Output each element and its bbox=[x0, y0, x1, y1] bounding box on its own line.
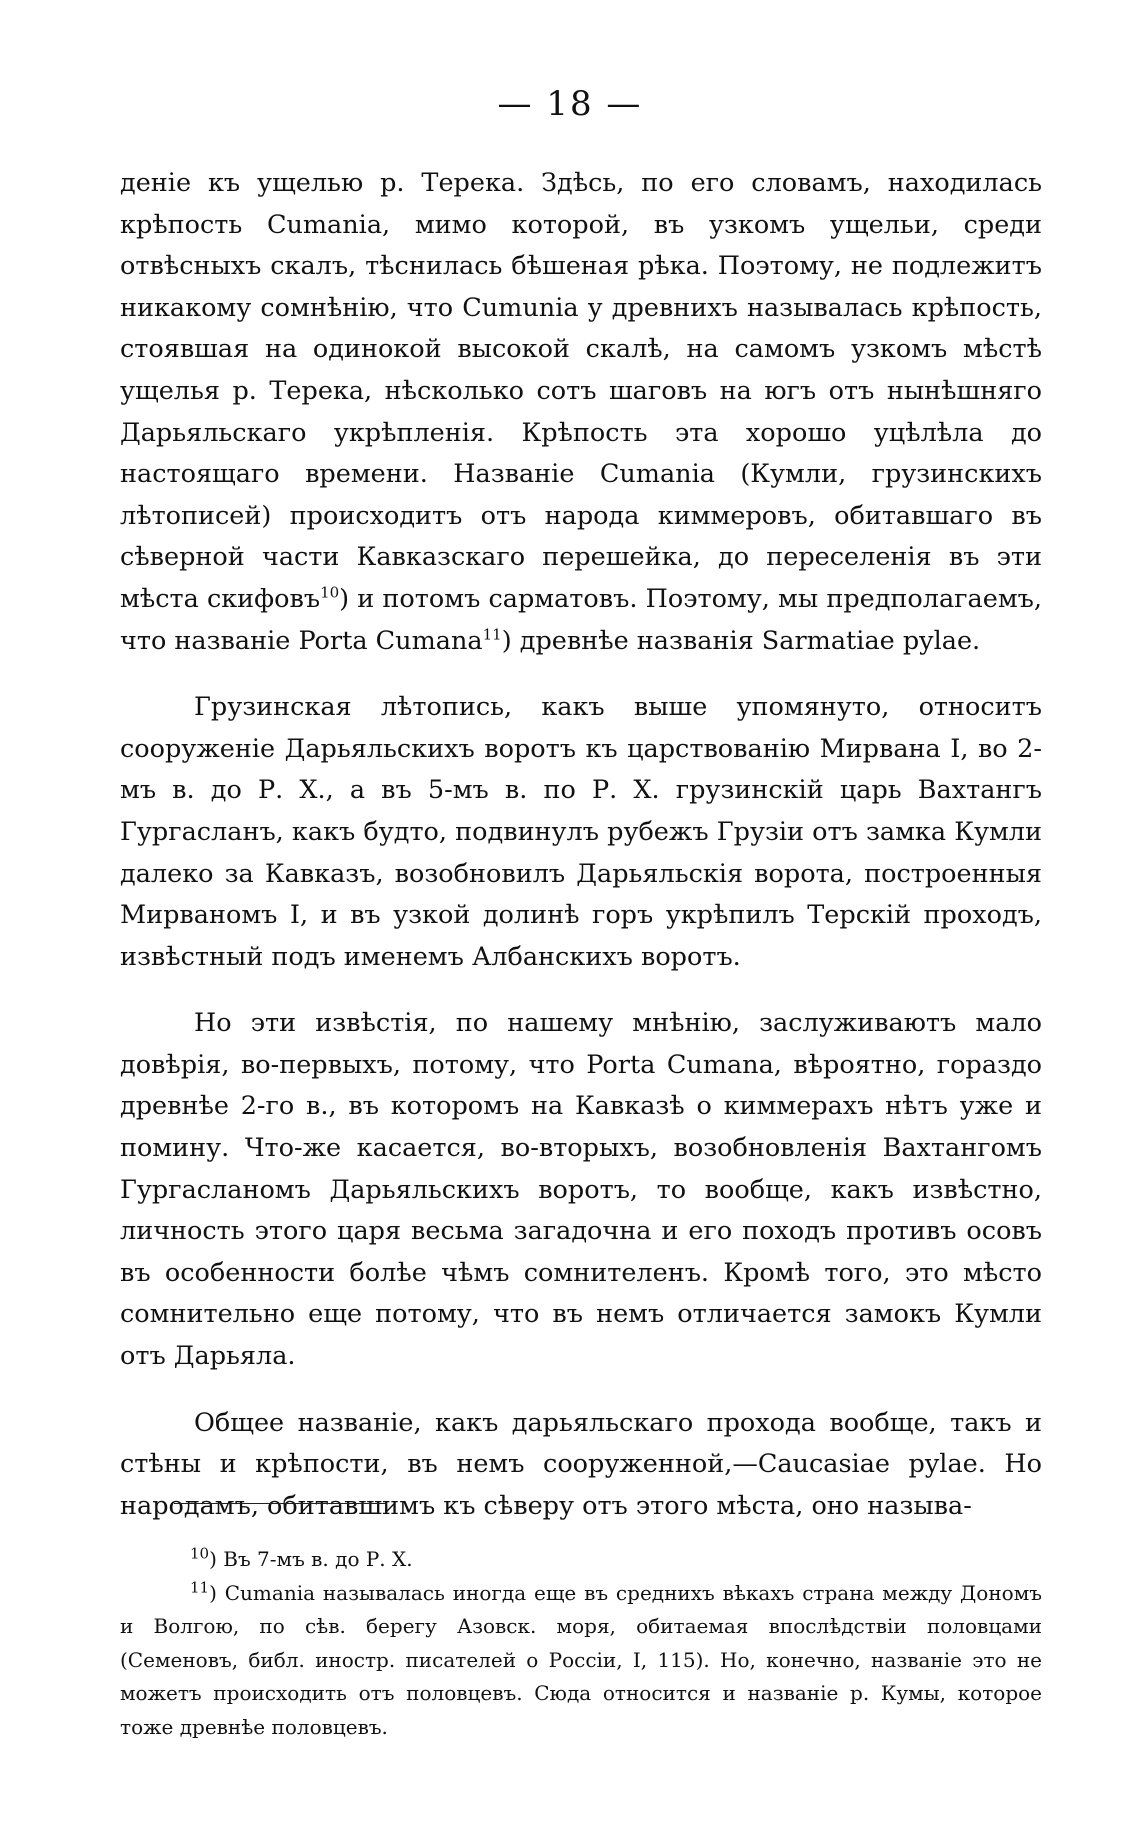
main-text bbox=[120, 163, 1042, 1527]
footnote-11-mark: 11 bbox=[190, 1577, 210, 1596]
paragraph-1-text-middle: ) и потомъ сарматовъ. Поэтому, мы предполагаемъ, что названiе Porta Cumana bbox=[120, 583, 1042, 656]
paragraph-1-text-after: ) древнѣе названiя Sarmatiae pylae. bbox=[501, 625, 981, 656]
paragraph-2: Грузинская лѣтопись, какъ выше упомянуто, относитъ сооруженiе Дарьяльскихъ воротъ къ царствованiю Мирвана I, во 2-мъ в. до Р. Х., а въ 5-мъ в. по Р. Х. грузинскiй царь Вахтангъ Гургасланъ, какъ будто, подвинулъ рубежъ Грузiи отъ замка Кумли далеко за Кавказъ, возобновилъ Дарьяльскiя ворота, построенныя Мирваномъ I, и въ узкой долинѣ горъ укрѣпилъ Терскiй проходъ, извѣстный подъ именемъ Албанскихъ воротъ. bbox=[120, 692, 1042, 972]
footnote-10-text: ) Въ 7-мъ в. до Р. Х. bbox=[209, 1547, 413, 1571]
paragraph-4: Общее названiе, какъ дарьяльскаго прохода вообще, такъ и стѣны и крѣпости, въ немъ сооруженной,—Caucasiae pylae. Но народамъ, обитавшимъ къ сѣверу отъ этого мѣста, оно называ- bbox=[120, 1407, 1042, 1521]
footnote-10-mark: 10 bbox=[190, 1544, 210, 1563]
paragraph-1 bbox=[120, 163, 1042, 662]
footnote-11 bbox=[120, 1577, 1042, 1745]
footnote-ref-11[interactable]: 11 bbox=[482, 625, 502, 644]
footnotes bbox=[120, 1543, 1042, 1744]
page-number: — 18 — bbox=[497, 84, 643, 124]
footnote-ref-10[interactable]: 10 bbox=[320, 583, 340, 602]
footnote-divider bbox=[174, 1503, 387, 1504]
footnote-10 bbox=[120, 1543, 1042, 1577]
paragraph-3: Но эти извѣстiя, по нашему мнѣнiю, заслуживаютъ мало довѣрiя, во-первыхъ, потому, что Porta Cumana, вѣроятно, гораздо древнѣе 2-го в., въ которомъ на Кавказѣ о киммерахъ нѣтъ уже и помину. Что-же касается, во-вторыхъ, возобновленiя Вахтангомъ Гургасланомъ Дарьяльскихъ воротъ, то вообще, какъ извѣстно, личность этого царя весьма загадочна и его походъ противъ осовъ въ особенности болѣе чѣмъ сомнителенъ. Кромѣ того, это мѣсто сомнительно еще потому, что въ немъ отличается замокъ Кумли отъ Дарьяла. bbox=[120, 1008, 1042, 1372]
footnote-11-text: ) Cumania называлась иногда еще въ среднихъ вѣкахъ страна между Дономъ и Волгою, по сѣв. берегу Азовск. моря, обитаемая впослѣдствiи половцами (Семеновъ, библ. иностр. писателей о Россiи, I, 115). Но, конечно, названiе это не можетъ происходить отъ половцевъ. Сюда относится и названiе р. Кумы, которое тоже древнѣе половцевъ. bbox=[120, 1580, 1042, 1739]
paragraph-1-text-before: денiе къ ущелью р. Терека. Здѣсь, по его словамъ, находилась крѣпость Cumania, мимо которой, въ узкомъ ущельи, среди отвѣсныхъ скалъ, тѣснилась бѣшеная рѣка. Поэтому, не подлежитъ никакому сомнѣнiю, что Cumunia у древнихъ называлась крѣпость, стоявшая на одинокой высокой скалѣ, на самомъ узкомъ мѣстѣ ущелья р. Терека, нѣсколько сотъ шаговъ на югъ отъ нынѣшняго Дарьяльскаго укрѣпленiя. Крѣпость эта хорошо уцѣлѣла до настоящаго времени. Названiе Cumania (Кумли, грузинскихъ лѣтописей) происходитъ отъ народа киммеровъ, обитавшаго въ сѣверной части Кавказскаго перешейка, до переселенiя въ эти мѣста скифовъ bbox=[120, 168, 1042, 614]
